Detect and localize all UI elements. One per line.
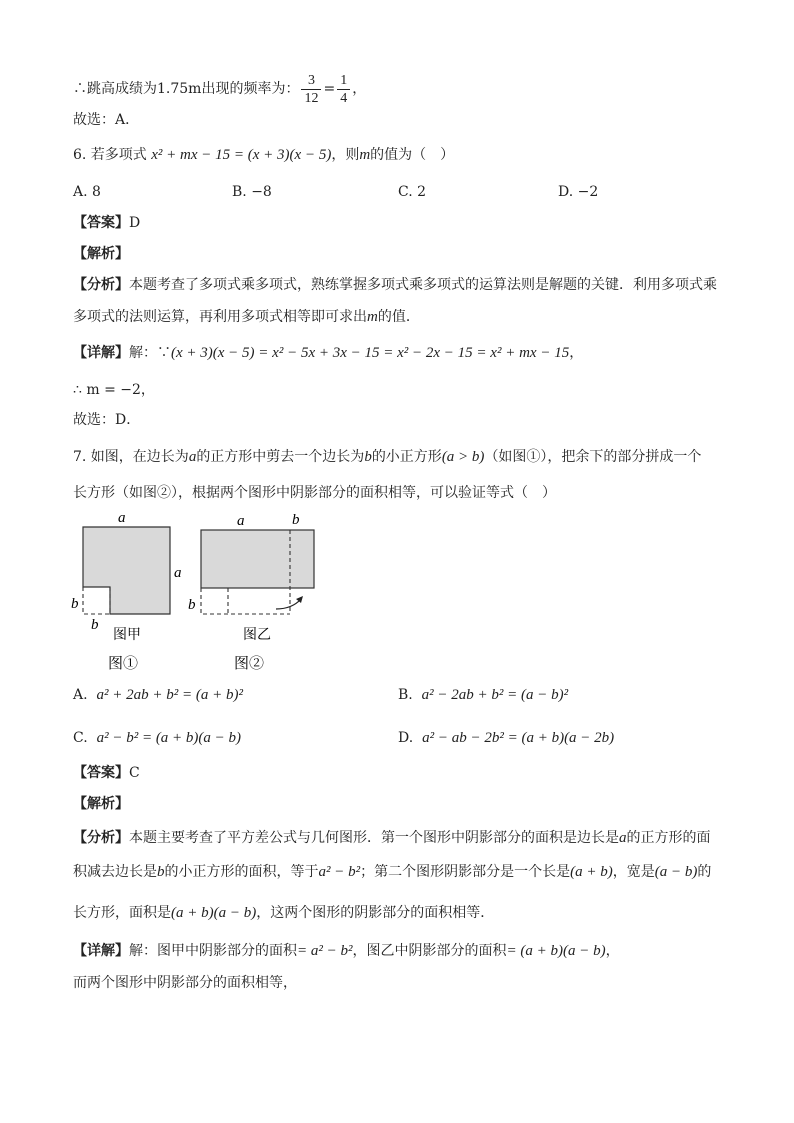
q6-option-c: C. 2 [398,184,427,200]
q7-option-b: B. a² − 2ab + b² = (a − b)² [398,687,569,703]
q6-analysis-heading: 【解析】 [73,246,129,262]
q6-option-a: A. 8 [73,184,101,200]
q7-detail: 【详解】解：图甲中阴影部分的面积= a² − b²，图乙中阴影部分的面积= (a + b)(a − b)， [73,943,620,959]
figure-1-label-bottom: b [91,617,99,633]
q6-option-b: B. −8 [232,184,272,200]
figure-1-label-right: a [174,565,182,581]
q7-last-line: 而两个图形中阴影部分的面积相等， [73,975,297,991]
figure-1-label-top: a [118,510,126,526]
q7-fenxi-line1: 【分析】本题主要考查了平方差公式与几何图形．第一个图形中阴影部分的面积是边长是a的正方形的面 [73,830,711,846]
q6-fenxi-line2: 多项式的法则运算，再利用多项式相等即可求出m的值． [73,309,420,325]
q7-option-d: D. a² − ab − 2b² = (a + b)(a − 2b) [398,730,615,746]
figure-1-shaded-region [83,527,170,614]
q7-figures [0,505,794,675]
fraction-1-4: $\frac{1}{4}$ [337,72,350,107]
figure-2-caption: 图② [234,656,265,672]
q6-therefore: ∴ m = −2， [73,382,155,398]
q6-answer: 【答案】D [73,215,141,231]
q7-stem-line1: 7. 如图，在边长为a的正方形中剪去一个边长为b的小正方形(a > b)（如图①），把余下的部分拼成一个 [73,449,702,465]
q7-analysis-heading: 【解析】 [73,796,129,812]
figure-2-shaded-rect [201,530,314,588]
figure-1-caption: 图① [108,656,139,672]
figure-2-name: 图乙 [243,628,271,643]
figure-2 [188,512,314,672]
q7-fenxi-line3: 长方形，面积是(a + b)(a − b)，这两个图形的阴影部分的面积相等． [73,905,495,921]
q6-detail-equation: (x + 3)(x − 5) = x² − 5x + 3x − 15 = x² − 2x − 15 = x² + mx − 15 [171,345,570,361]
q6-stem: 6. 若多项式 x² + mx − 15 = (x + 3)(x − 5)，则m的值为（ ） [73,147,455,163]
prev-frequency-line: ∴跳高成绩为1.75m出现的频率为： $\frac{3}{12}$ = $\frac{1}{4}$ ， [73,72,367,106]
q7-answer: 【答案】C [73,765,140,781]
q7-stem-line2: 长方形（如图②），根据两个图形中阴影部分的面积相等，可以验证等式（ ） [73,485,556,501]
figure-2-label-left: b [188,597,196,613]
figure-2-label-b: b [292,512,300,528]
q6-fenxi-line1: 【分析】本题考查了多项式乘多项式，熟练掌握多项式乘多项式的运算法则是解题的关键．利用多项式乘 [73,277,717,293]
figure-1-label-left: b [71,596,79,612]
figure-1-name: 图甲 [113,628,141,643]
figure-2-arrow [276,599,301,609]
q7-fenxi-line2: 积减去边长是b的小正方形的面积，等于a² − b²；第二个图形阴影部分是一个长是(a + b)，宽是(a − b)的 [73,864,712,880]
q6-detail: 【详解】解：∵(x + 3)(x − 5) = x² − 5x + 3x − 15 = x² − 2x − 15 = x² + mx − 15， [73,345,584,361]
figure-2-label-a: a [237,513,245,529]
q6-equation: x² + mx − 15 = (x + 3)(x − 5) [151,147,332,163]
q6-option-d: D. −2 [558,184,599,200]
fraction-3-12: $\frac{3}{12}$ [301,72,321,107]
figure-1-cut-square [83,587,110,614]
q6-choose: 故选：D． [73,412,141,428]
q7-option-c: C. a² − b² = (a + b)(a − b) [73,730,242,746]
prev-frequency-text: ∴跳高成绩为1.75m出现的频率为： [73,81,300,97]
figure-1 [71,510,182,672]
prev-answer-line: 故选：A． [73,112,140,128]
q7-option-a: A. a² + 2ab + b² = (a + b)² [73,687,243,703]
